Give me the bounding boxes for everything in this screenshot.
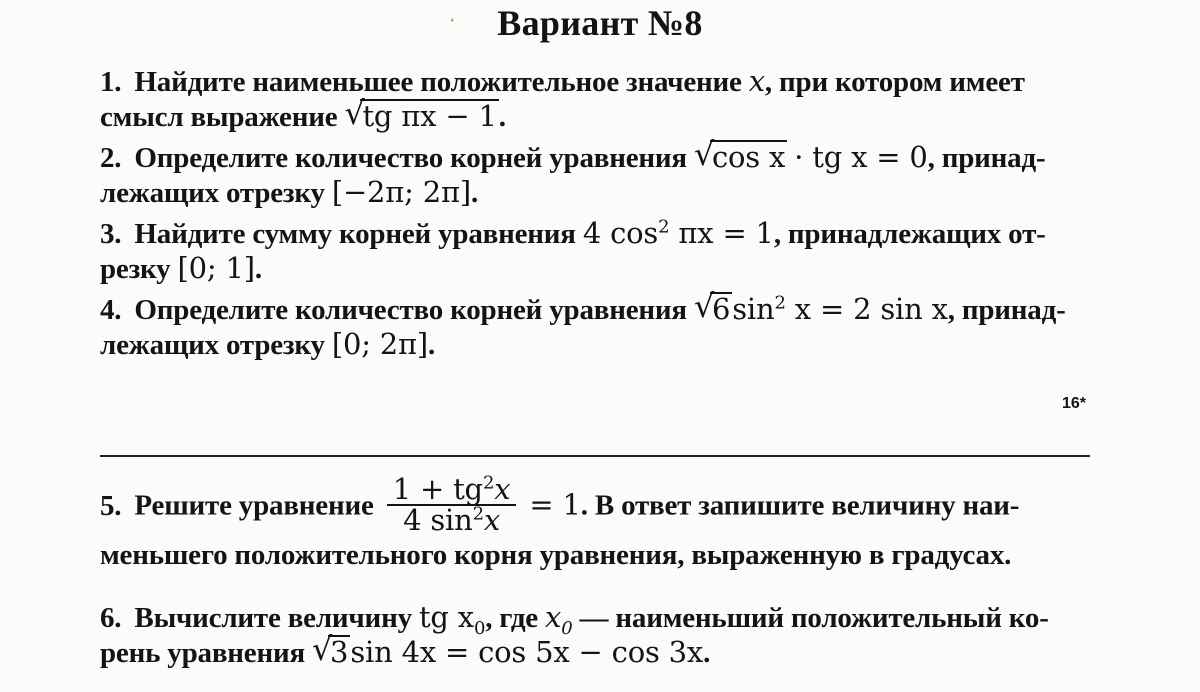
problem-text: смысл выражение [100,101,338,133]
problem-text: лежащих отрезку [100,329,325,361]
problem-text: Определите количество корней уравнения [134,142,687,174]
math-expression: tg $x_0$ [418,600,486,639]
problem-text: лежащих отрезку [100,177,325,209]
problem-4: 4. Определите количество корней уравнения √ $6\sin^2$ x = 2 sin x, принад- лежащих отрезку [0; 2π]. [100,287,1066,361]
page-number: 16* [1062,395,1087,412]
interval: [−2π; 2π] [331,175,471,209]
problem-text: , при котором имеет [764,66,1025,98]
problem-2: 2. Определите количество корней уравнения √ cos x · tg x = 0, принад- лежащих отрезку [−2π; 2π]. [100,135,1046,209]
problem-number: 1. [100,66,122,98]
problem-text: , принад- [927,142,1046,174]
problem-text: Определите количество корней уравнения [134,294,687,326]
problem-text: — наименьший положительный ко- [579,602,1049,634]
problem-number: 3. [100,218,122,250]
math-variable: x [748,64,765,98]
problem-text: меньшего положительного корня уравнения, выраженную в градусах. [100,539,1012,571]
sqrt-expression: √ tg πx − 1 [344,94,497,133]
fraction-denominator: 4 $\sin^2x$ [403,503,500,537]
fraction-numerator: $1 + tg^2x$ [387,474,517,506]
math-expression: · tg x = 0 [794,140,928,174]
math-expression: $\sin^2 x = 2$ sin x [732,292,948,326]
problem-6: 6. Вычислите величину tg $x_0$, где $x_0$ — наименьший положительный ко- рень уравнения √ 3sin 4x = cos 5x − cos 3x. [100,600,1049,669]
problem-text: , принадлежащих от- [773,218,1046,250]
problem-text: . В ответ запишите величину наи- [580,489,1020,522]
red-mark: ‘ [450,16,455,31]
fraction [387,472,517,537]
problem-text: Решите уравнение [134,489,374,522]
sqrt-expression: √ 3 [312,630,349,669]
problem-number: 2. [100,142,122,174]
math-expression: sin 4x = cos 5x − cos 3x [350,635,704,669]
variant-title: ‘ Вариант №8 [450,3,703,43]
problem-number: 6. [100,602,122,634]
problem-3: 3. Найдите сумму корней уравнения 4 $\cos^2 \pi x = 1$, принадлежащих от- резку [0; 1]. [100,216,1046,285]
math-expression: 4 $\cos^2 \pi x = 1$ [582,216,774,250]
math-variable: $x_0$ [545,600,573,639]
problem-5 [100,472,1090,572]
problem-text: резку [100,253,171,285]
problem-text: рень уравнения [100,637,305,669]
sqrt-expression: √ 6 [693,287,731,326]
sqrt-expression: √ cos x [693,135,786,174]
section-divider [100,455,1090,457]
problem-text: , принад- [947,294,1066,326]
interval: [0; 1] [177,251,255,285]
interval: [0; 2π] [331,327,429,361]
problem-number: 5. [100,489,122,522]
problem-text: , где [485,602,538,634]
problem-number: 4. [100,294,122,326]
problem-text: Вычислите величину [134,602,412,634]
problem-text: Найдите сумму корней уравнения [134,218,576,250]
problem-text: Найдите наименьшее положительное значение [134,66,742,98]
problem-1: 1. Найдите наименьшее положительное значение x, при котором имеет смысл выражение √ tg πx − 1. [100,64,1025,133]
math-expression: = 1 [529,487,581,522]
